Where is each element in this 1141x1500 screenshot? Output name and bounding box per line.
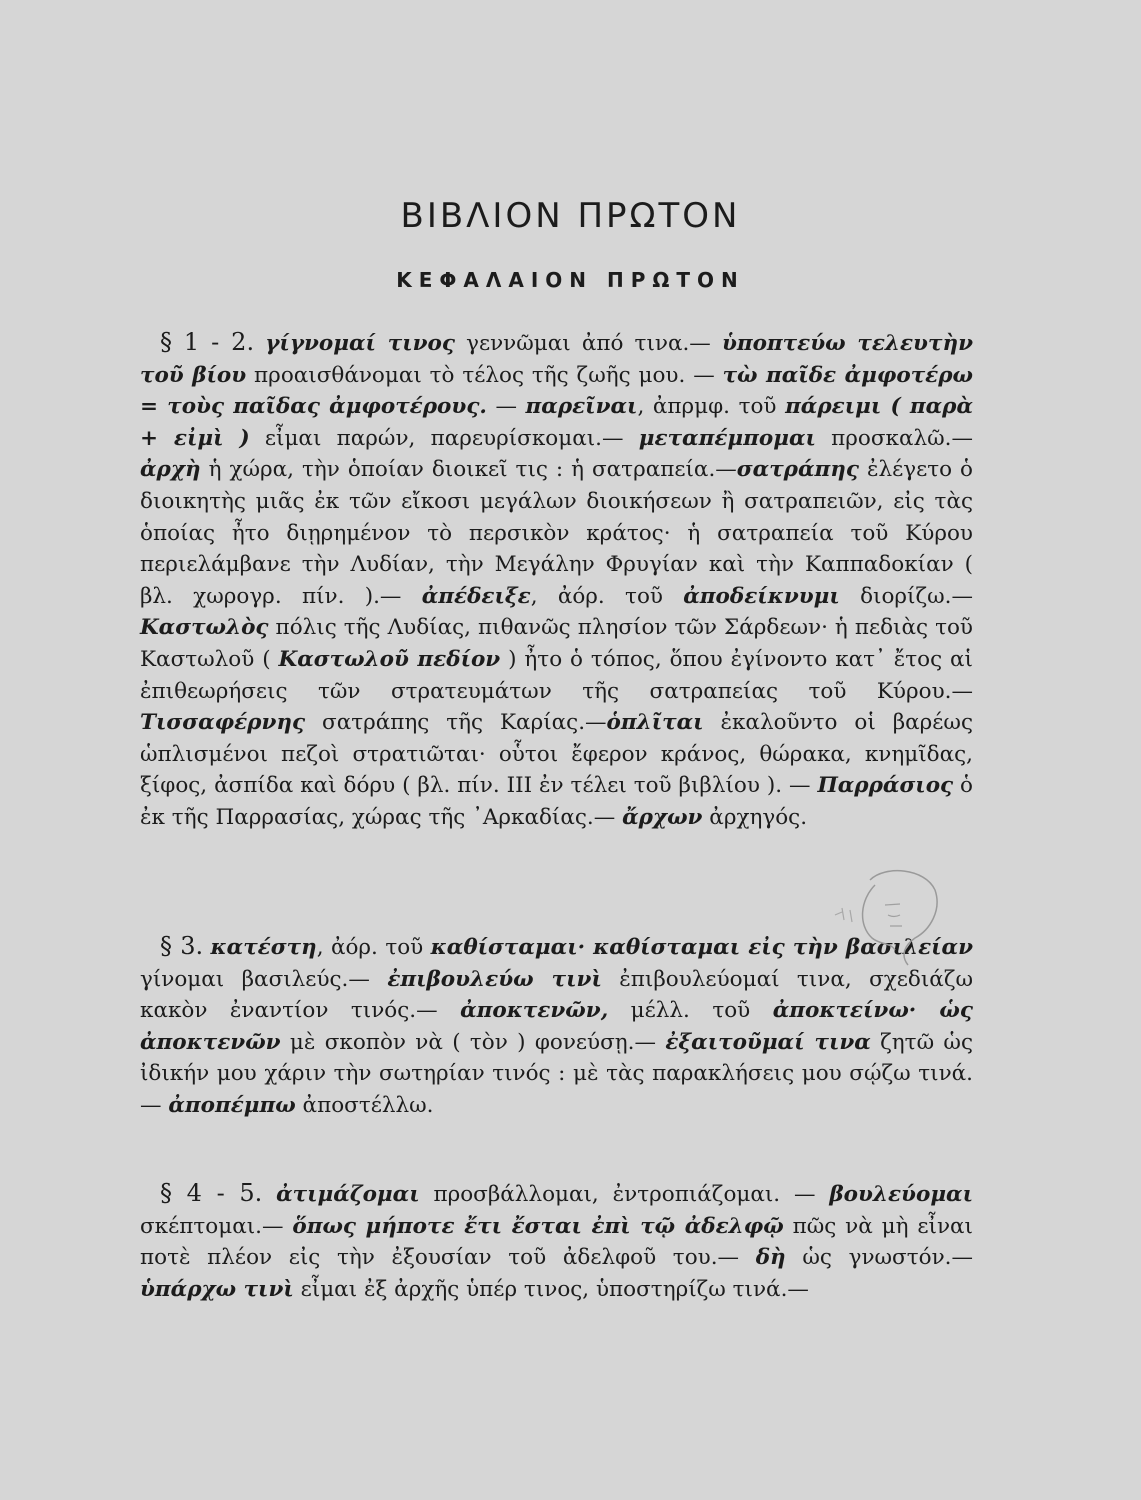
headword: καθίσταμαι· καθίσταμαι εἰς τὴν βασιλείαν — [430, 935, 974, 960]
headword: ἀποπέμπω — [168, 1092, 296, 1118]
headword: πάρειμι ( παρὰ + εἰμὶ ) — [140, 394, 973, 451]
definition-text: σατράπης τῆς Καρίας.— — [305, 710, 607, 736]
section-number: § 4 - 5. — [160, 1179, 263, 1207]
definition-text: προσκαλῶ.— — [815, 425, 973, 451]
headword: ὑποπτεύω τελευτὴν τοῦ βίου — [140, 331, 973, 388]
headword: τὼ παῖδε ἀμφοτέρω = τοὺς παῖδας ἀμφοτέρους. — [140, 362, 974, 420]
definition-text: προαισθάνομαι τὸ τέλος τῆς ζωῆς μου. — — [246, 362, 723, 388]
headword: ὁπλῖται — [606, 710, 704, 736]
headword: ἄρχων — [622, 804, 703, 830]
definition-text: μέλλ. τοῦ — [608, 998, 773, 1024]
section-number: § 3. — [160, 932, 204, 960]
margin-sketch-icon — [830, 860, 970, 970]
definition-text: ἐκαλοῦντο οἱ βαρέως ὡπλισμένοι πεζοὶ στρατιῶται· οὗτοι ἔφερον κράνος, θώρακα, κνημῖδας, ξίφος, ἀσπίδα καὶ δόρυ ( βλ. πίν. ΙΙΙ ἐν τέλει τοῦ βιβλίου ). — — [140, 710, 973, 799]
definition-text: ζητῶ ὡς ἰδικήν μου χάριν τὴν σωτηρίαν τινός : μὲ τὰς παρακλήσεις μου σῴζω τινά.— — [140, 1029, 974, 1118]
headword: ἀποκτείνω· ὡς ἀποκτενῶν — [140, 998, 973, 1055]
definition-text: σκέπτομαι.— — [140, 1213, 293, 1239]
headword: ἀποδείκνυμι — [683, 583, 840, 609]
definition-text: ἐλέγετο ὁ διοικητὴς μιᾶς ἐκ τῶν εἴκοσι μεγάλων διοικήσεων ἢ σατραπειῶν, εἰς τὰς ὁποίας ἦτο διῃρημένον τὸ περσικὸν κράτος· ἡ σατραπεία τοῦ Κύρου περιελάμβανε τὴν Λυδίαν, τὴν Μεγάλην Φρυγίαν καὶ τὴν Καππαδοκίαν ( βλ. χωρογρ. πίν. ).— — [140, 457, 973, 609]
definition-text: διορίζω.— — [839, 583, 973, 609]
definition-text: ὡς γνωστόν.— — [785, 1245, 973, 1271]
paragraph-section-4-5 — [140, 1178, 973, 1305]
headword: Τισσαφέρνης — [140, 710, 306, 736]
headword: ἐξαιτοῦμαί τινα — [665, 1029, 871, 1055]
definition-text: πόλις τῆς Λυδίας, πιθανῶς πλησίον τῶν Σάρδεων· ἡ πεδιὰς τοῦ Καστωλοῦ ( — [140, 615, 973, 672]
definition-text: ἀποστέλλω. — [295, 1092, 434, 1118]
headword: ὅπως μήποτε ἔτι ἔσται ἐπὶ τῷ ἀδελφῷ — [292, 1213, 784, 1239]
headword: Καστωλὸς — [140, 615, 269, 641]
headword: ἀποκτενῶν, — [460, 998, 609, 1024]
definition-text: εἶμαι ἐξ ἀρχῆς ὑπέρ τινος, ὑποστηρίζω τινά.— — [293, 1276, 809, 1302]
definition-text: , ἀόρ. τοῦ — [316, 935, 431, 960]
headword: παρεῖναι — [525, 394, 638, 420]
definition-text: γίνομαι βασιλεύς.— — [140, 966, 388, 992]
paragraph-section-1-2 — [140, 327, 973, 834]
definition-text: εἶμαι παρών, παρευρίσκομαι.— — [249, 425, 639, 451]
headword: Καστωλοῦ πεδίον — [278, 646, 501, 672]
definition-text: , ἀόρ. τοῦ — [530, 583, 684, 609]
chapter-title: ΚΕΦΑΛΑΙΟΝ ΠΡΩΤΟΝ — [396, 268, 745, 292]
definition-text: ἀρχηγός. — [702, 804, 808, 830]
headword: ἀρχὴ — [140, 457, 201, 483]
headword: ἀπέδειξε — [421, 583, 531, 609]
headword: βουλεύομαι — [829, 1182, 973, 1207]
headword: κατέστη — [210, 935, 317, 960]
definition-text: , ἀπρμφ. τοῦ — [637, 394, 786, 420]
definition-text: — — [486, 394, 526, 420]
definition-text: ἐπιβουλεύομαί τινα, σχεδιάζω κακὸν ἐναντίον τινός.— — [140, 966, 973, 1024]
definition-text: ἡ χώρα, τὴν ὁποίαν διοικεῖ τις : ἡ σατραπεία.— — [200, 457, 737, 483]
definition-text: ) ἦτο ὁ τόπος, ὅπου ἐγίνοντο κατ᾽ ἔτος αἱ ἐπιθεωρήσεις τῶν στρατευμάτων τῆς σατραπείας τοῦ Κύρου.— — [140, 646, 973, 704]
book-title: ΒΙΒΛΙΟΝ ΠΡΩΤΟΝ — [400, 196, 741, 236]
definition-text: ὁ ἐκ τῆς Παρρασίας, χώρας τῆς ᾽Αρκαδίας.— — [140, 773, 974, 830]
definition-text: προσβάλλομαι, ἐντροπιάζομαι. — — [419, 1182, 830, 1207]
headword: δὴ — [755, 1245, 786, 1271]
headword: ἀτιμάζομαι — [276, 1182, 420, 1207]
definition-text: μὲ σκοπὸν νὰ ( τὸν ) φονεύσῃ.— — [280, 1029, 666, 1055]
headword: Παρράσιος — [817, 773, 954, 799]
headword: μεταπέμπομαι — [638, 425, 816, 451]
section-number: § 1 - 2. — [160, 328, 255, 356]
headword: ἐπιβουλεύω τινὶ — [387, 966, 602, 992]
definition-text: πῶς νὰ μὴ εἶναι ποτὲ πλέον εἰς τὴν ἐξουσίαν τοῦ ἀδελφοῦ του.— — [140, 1213, 973, 1271]
headword: γίγνομαί τινος — [265, 331, 455, 356]
headword: ὑπάρχω τινὶ — [140, 1276, 294, 1302]
definition-text: γεννῶμαι ἀπό τινα.— — [454, 331, 722, 356]
headword: σατράπης — [736, 457, 859, 483]
